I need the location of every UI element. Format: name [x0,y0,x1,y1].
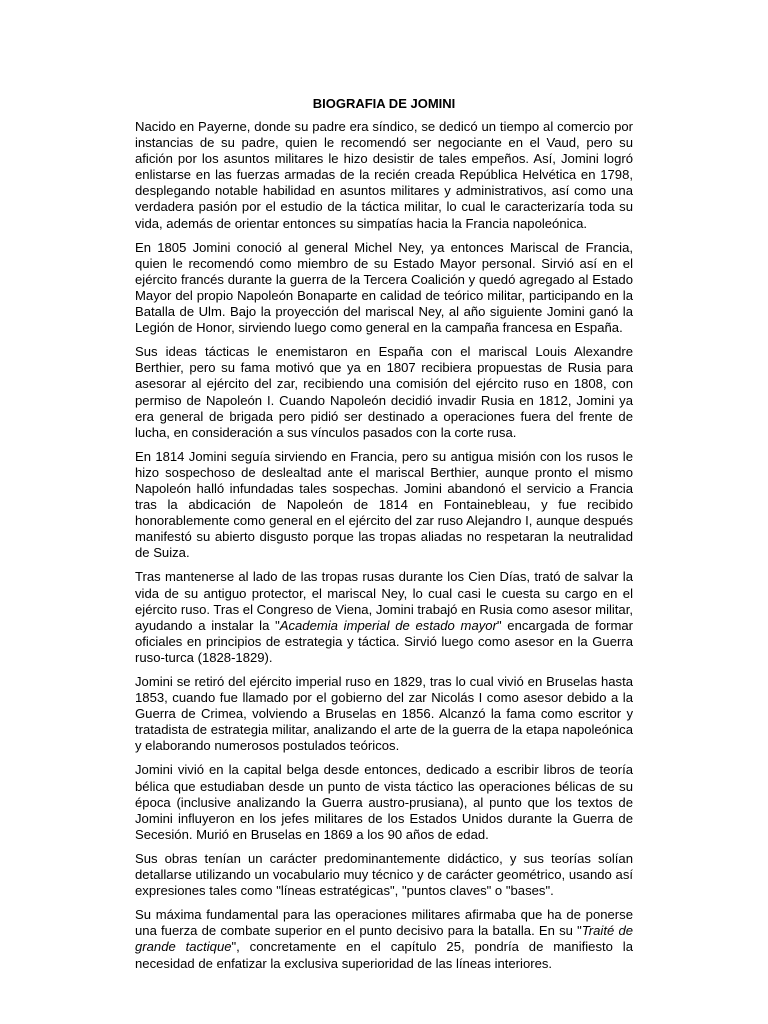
paragraph [135,851,633,899]
paragraph [135,449,633,562]
text-run: En 1814 Jomini seguía sirviendo en Francia, pero su antigua misión con los rusos le hizo sospechoso de deslealtad ante el mariscal Berthier, aunque pronto el mismo Napoleón halló infundadas tales sospechas. Jomini abandonó el servicio a Francia tras la abdicación de Napoleón de 1814 en Fontainebleau, y fue recibido honorablemente como general en el ejército del zar ruso Alejandro I, aunque después manifestó su abierto disgusto porque las tropas aliadas no respetaran la neutralidad de Suiza. [135,448,633,561]
text-run: Jomini se retiró del ejército imperial ruso en 1829, tras lo cual vivió en Bruselas hasta 1853, cuando fue llamado por el gobierno del zar Nicolás I como asesor debido a la Guerra de Crimea, volviendo a Bruselas en 1856. Alcanzó la fama como escritor y tratadista de estrategia militar, analizando el arte de la guerra de la etapa napoleónica y elaborando numerosos postulados teóricos. [135,674,633,754]
text-run: En 1805 Jomini conoció al general Michel Ney, ya entonces Mariscal de Francia, quien le recomendó como miembro de su Estado Mayor personal. Sirvió así en el ejército francés durante la guerra de la Tercera Coalición y quedó agregado al Estado Mayor del propio Napoleón Bonaparte en calidad de teórico militar, participando en la Batalla de Ulm. Bajo la proyección del mariscal Ney, al año siguiente Jomini ganó la Legión de Honor, sirviendo luego como general en la campaña francesa en España. [135,239,633,336]
paragraph [135,569,633,666]
paragraph-list [135,119,633,972]
text-run: Tras mantenerse al lado de las tropas rusas durante los Cien Días, trató de salvar la vida de su antiguo protector, el mariscal Ney, lo cual casi le cuesta su cargo en el ejército ruso. Tras el Congreso de Viena, Jomini trabajó en Rusia como asesor militar, ayudando a instalar la " [135,569,633,633]
text-run: Jomini vivió en la capital belga desde entonces, dedicado a escribir libros de teoría bélica que estudiaban desde un punto de vista táctico las operaciones bélicas de su época (inclusive analizando la Guerra austro-prusiana), al punto que los textos de Jomini influyeron en los jefes militares de los Estados Unidos durante la Guerra de Secesión. Murió en Bruselas en 1869 a los 90 años de edad. [135,762,633,842]
text-run: Su máxima fundamental para las operaciones militares afirmaba que ha de ponerse una fuerza de combate superior en el punto decisivo para la batalla. En su " [135,907,633,939]
paragraph [135,907,633,971]
paragraph [135,119,633,232]
paragraph [135,674,633,754]
paragraph [135,762,633,842]
text-run: Sus obras tenían un carácter predominantemente didáctico, y sus teorías solían detallarse utilizando un vocabulario muy técnico y de carácter geométrico, usando así expresiones tales como "líneas estratégicas", "puntos claves" o "bases". [135,850,633,899]
text-run: ", concretamente en el capítulo 25, pondría de manifiesto la necesidad de enfatizar la exclusiva superioridad de las líneas interiores. [135,939,633,971]
text-run: Sus ideas tácticas le enemistaron en España con el mariscal Louis Alexandre Berthier, pero su fama motivó que ya en 1807 recibiera propuestas de Rusia para asesorar al ejército del zar, recibiendo una comisión del ejército ruso en 1808, con permiso de Napoleón I. Cuando Napoleón decidió invadir Rusia en 1812, Jomini ya era general de brigada pero pidió ser destinado a operaciones fuera del frente de lucha, en consideración a sus vínculos pasados con la corte rusa. [135,344,633,440]
paragraph [135,240,633,337]
italic-text-run: Traité de grande tactique [135,923,634,955]
document-body [135,96,633,980]
text-run: " encargada de formar oficiales en principios de estrategia y táctica. Sirvió luego como asesor en la Guerra ruso-turca (1828-1829). [135,617,634,665]
document-title: BIOGRAFIA DE JOMINI [312,96,456,111]
text-run: Nacido en Payerne, donde su padre era síndico, se dedicó un tiempo al comercio por instancias de su padre, quien le recomendó ser negociante en el Vaud, pero su afición por los asuntos militares le hizo desistir de tales empeños. Así, Jomini logró enlistarse en las fuerzas armadas de la recién creada República Helvética en 1798, desplegando notable habilidad en asuntos militares y administrativos, así como una verdadera pasión por el estudio de la táctica militar, lo cual le caracterizaría toda su vida, además de orientar entonces su simpatías hacia la Francia napoleónica. [135,119,633,231]
paragraph [135,344,633,441]
italic-text-run: Academia imperial de estado mayor [279,617,497,633]
